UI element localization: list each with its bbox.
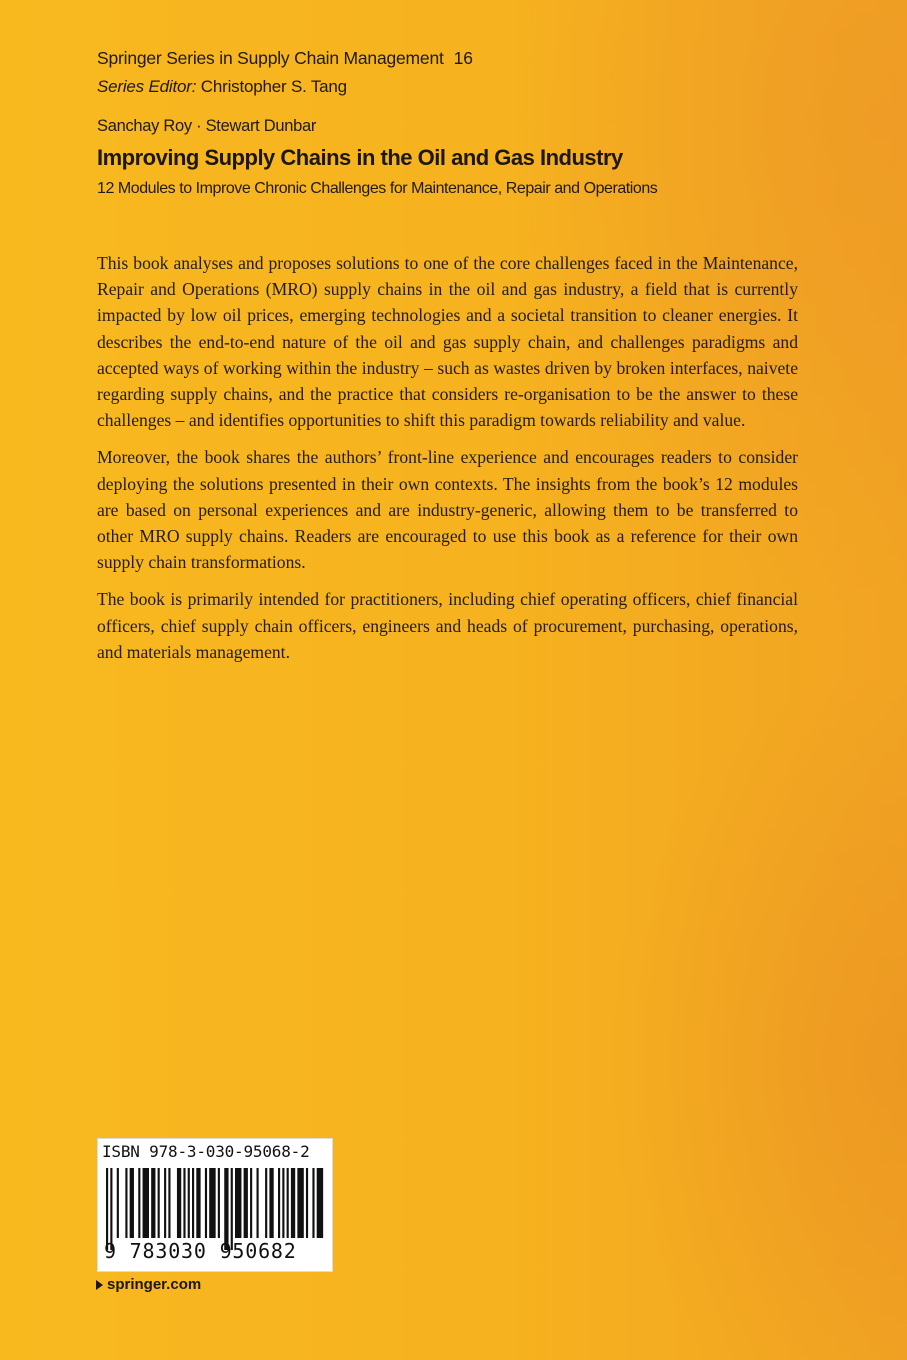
barcode-bar	[125, 1168, 127, 1238]
barcode-bar	[317, 1168, 323, 1238]
ean-digits: 9 783030 950682	[104, 1239, 297, 1263]
book-subtitle: 12 Modules to Improve Chronic Challenges for Maintenance, Repair and Operations	[97, 180, 658, 197]
barcode-bar	[306, 1168, 308, 1238]
barcode-bar	[265, 1168, 267, 1238]
barcode-bar	[297, 1168, 303, 1238]
barcode-bar	[117, 1168, 119, 1238]
barcode-bar	[138, 1168, 140, 1238]
barcode-bar	[158, 1168, 160, 1238]
isbn-barcode	[97, 1138, 333, 1272]
barcode-bar	[168, 1168, 170, 1238]
barcode-bar	[151, 1168, 155, 1238]
barcode-bar	[291, 1168, 295, 1238]
barcode-bar	[192, 1168, 194, 1238]
barcode-bar	[269, 1168, 273, 1238]
barcode-bar	[209, 1168, 215, 1238]
book-authors: Sanchay Roy · Stewart Dunbar	[97, 117, 317, 135]
series-number: 16	[453, 48, 473, 68]
barcode-bar	[130, 1168, 134, 1238]
isbn-label: ISBN 978-3-030-95068-2	[102, 1142, 310, 1161]
barcode-bar	[231, 1168, 233, 1250]
series-editor-name: Christopher S. Tang	[200, 77, 347, 96]
barcode-bar	[218, 1168, 220, 1238]
barcode-bar	[257, 1168, 259, 1238]
publisher-url: springer.com	[107, 1276, 202, 1293]
barcode-bar	[278, 1168, 280, 1238]
barcode-bar	[196, 1168, 200, 1238]
barcode-bar	[106, 1168, 108, 1250]
triangle-right-icon	[96, 1280, 103, 1290]
barcode-bar	[188, 1168, 190, 1238]
blurb-paragraph: Moreover, the book shares the authors’ front-line experience and encourages readers to consider deploying the solutions presented in their own contexts. The insights from the book’s 12 modules are based on personal experiences and are industry-generic, allowing them to be transferred to other MRO supply chains. Readers are encouraged to use this book as a reference for their own supply chain transformations.	[97, 447, 798, 573]
barcode-bar	[250, 1168, 252, 1238]
blurb-paragraph: This book analyses and proposes solutions to one of the core challenges faced in the Maintenance, Repair and Operations (MRO) supply chains in the oil and gas industry, a field that is currently impacted by low oil prices, emerging technologies and a societal transition to cleaner energies. It describes the end-to-end nature of the oil and gas supply chain, and challenges paradigms and accepted ways of working within the industry – such as wastes driven by broken interfaces, naivete regarding supply chains, and the practice that considers re-organisation to be the answer to these challenges – and identifies opportunities to shift this paradigm towards reliability and value.	[97, 253, 798, 431]
book-title: Improving Supply Chains in the Oil and Gas Industry	[97, 145, 623, 170]
series-heading	[97, 48, 473, 69]
barcode-bar	[282, 1168, 284, 1238]
series-editor	[97, 77, 347, 97]
barcode-bar	[177, 1168, 181, 1238]
blurb	[97, 250, 798, 676]
barcode-bar	[205, 1168, 207, 1238]
barcode-bar	[287, 1168, 289, 1238]
barcode-bar	[312, 1168, 314, 1238]
blurb-paragraph: The book is primarily intended for practitioners, including chief operating officers, chief financial officers, chief supply chain officers, engineers and heads of procurement, purchasing, operations, and materials management.	[97, 589, 798, 662]
barcode-bar	[143, 1168, 149, 1238]
barcode-bar	[224, 1168, 228, 1250]
barcode-bar	[244, 1168, 248, 1238]
barcode-bar	[235, 1168, 241, 1238]
barcode-bar	[183, 1168, 185, 1238]
series-name: Springer Series in Supply Chain Management	[97, 48, 444, 68]
publisher-link[interactable]	[96, 1276, 201, 1293]
barcode-bar	[164, 1168, 166, 1238]
barcode-bar	[110, 1168, 112, 1250]
series-editor-label: Series Editor:	[97, 77, 197, 96]
